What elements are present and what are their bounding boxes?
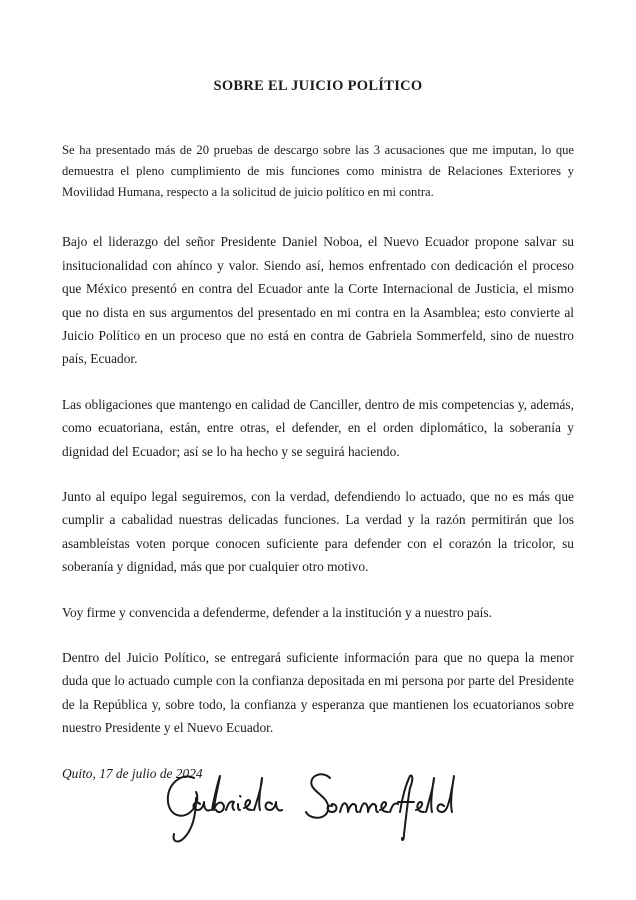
document-body — [62, 140, 574, 785]
paragraph-3: Las obligaciones que mantengo en calidad de Canciller, dentro de mis competencias y, además, como ecuatoriana, están, entre otras, el defender, en el orden diplomático, la soberanía y dignidad del Ecuador; así se lo ha hecho y se seguirá haciendo. — [62, 396, 574, 459]
handwritten-signature — [160, 758, 480, 848]
document-title: SOBRE EL JUICIO POLÍTICO — [213, 78, 423, 94]
paragraph-6: Dentro del Juicio Político, se entregará suficiente información para que no quepa la menor duda que lo actuado cumple con la confianza depositada en mi persona por parte del Presidente de la República y, sobre todo, la confianza y esperanza que mantienen los ecuatorianos sobre nuestro Presidente y el Nuevo Ecuador. — [62, 650, 574, 736]
paragraph-2: Bajo el liderazgo del señor Presidente Daniel Noboa, el Nuevo Ecuador propone salvar su insitucionalidad con ahínco y valor. Siendo así, hemos enfrentado con dedicación el proceso que México presentó en contra del Ecuador ante la Corte Internacional de Justicia, el mismo que no dista en sus argumentos del presentado en mi contra en la Asamblea; esto convierte al Juicio Político en un proceso que no está en contra de Gabriela Sommerfeld, sino de nuestro país, Ecuador. — [62, 234, 574, 367]
paragraph-1: Se ha presentado más de 20 pruebas de descargo sobre las 3 acusaciones que me imputan, lo que demuestra el pleno cumplimiento de mis funciones como ministra de Relaciones Exteriores y Movilidad Humana, respecto a la solicitud de juicio político en mi contra. — [62, 143, 574, 199]
paragraph-5: Voy firme y convencida a defenderme, defender a la institución y a nuestro país. — [62, 604, 492, 620]
document-date: Quito, 17 de julio de 2024 — [62, 765, 203, 781]
paragraph-4: Junto al equipo legal seguiremos, con la verdad, defendiendo lo actuado, que no es más que cumplir a cabalidad nuestras delicadas funciones. La verdad y la razón permitirán que los asambleístas voten porque conocen suficiente para defender con el corazón la tricolor, su soberanía y dignidad, más que por cualquier otro motivo. — [62, 489, 574, 575]
